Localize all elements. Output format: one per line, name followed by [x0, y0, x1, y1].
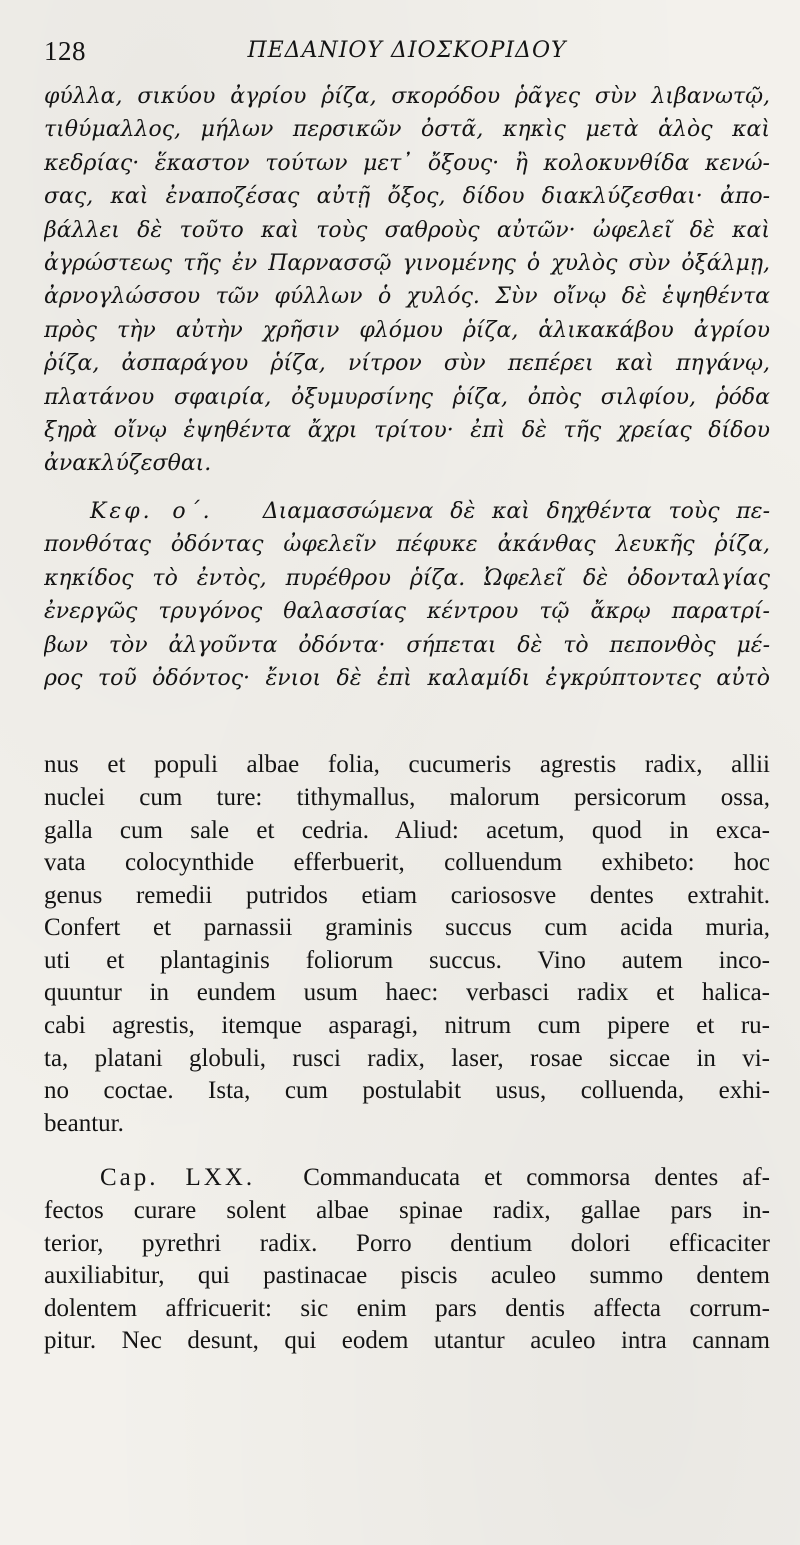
greek-line: σας, καὶ ἐναποζέσας αὐτῇ ὄξος, δίδου διακλύζεσθαι· ἀπο- — [44, 184, 770, 210]
greek-line: βάλλει δὲ τοῦτο καὶ τοὺς σαθροὺς αὐτῶν· ὠφελεῖ δὲ καὶ — [44, 217, 770, 243]
greek-line: ἀρνογλώσσου τῶν φύλλων ὁ χυλός. Σὺν οἴνῳ δὲ ἑψηθέντα — [44, 284, 770, 310]
latin-chapter-label: Cap. LXX. — [100, 1164, 256, 1192]
latin-line: nuclei cum ture: tithymallus, malorum persicorum ossa, — [44, 783, 770, 811]
latin-line: auxiliabitur, qui pastinacae piscis aculeo summo dentem — [44, 1262, 770, 1290]
greek-line: ἀγρώστεως τῆς ἐν Παρνασσῷ γινομένης ὁ χυλὸς σὺν ὀξάλμῃ, — [44, 251, 770, 277]
greek-line: ἐνεργῶς τρυγόνος θαλασσίας κέντρου τῷ ἄκρῳ παρατρί- — [44, 599, 770, 625]
latin-paragraph — [44, 749, 770, 1140]
greek-chapter — [44, 495, 770, 695]
latin-line: fectos curare solent albae spinae radix, gallae pars in- — [44, 1197, 770, 1225]
page-number: 128 — [44, 36, 86, 66]
latin-line: no coctae. Ista, cum postulabit usus, colluenda, exhi- — [44, 1077, 770, 1105]
greek-chapter-first-line — [44, 495, 770, 528]
latin-line: genus remedii putridos etiam cariososve dentes extrahit. — [44, 881, 770, 909]
greek-line: κεδρίας· ἕκαστον τούτων μετ᾽ ὄξους· ἢ κολοκυνθίδα κενώ- — [44, 150, 770, 176]
greek-chapter-opening: Διαμασσώμενα δὲ καὶ δηχθέντα τοὺς πε- — [262, 498, 770, 524]
latin-line: beantur. — [44, 1109, 124, 1137]
greek-line: πλατάνου σφαιρία, ὀξυμυρσίνης ῥίζα, ὀπὸς σιλφίου, ῥόδα — [44, 384, 770, 410]
greek-line: ἀνακλύζεσθαι. — [44, 451, 212, 477]
greek-line: κηκίδος τὸ ἐντὸς, πυρέθρου ῥίζα. Ὠφελεῖ δὲ ὀδονταλγίας — [44, 565, 770, 591]
greek-line: ξηρὰ οἴνῳ ἑψηθέντα ἄχρι τρίτου· ἐπὶ δὲ τῆς χρείας δίδου — [44, 418, 770, 444]
latin-text — [44, 749, 770, 1358]
latin-line: quuntur in eundem usum haec: verbasci radix et halica- — [44, 979, 770, 1007]
greek-line: τιθύμαλλος, μήλων περσικῶν ὀστᾶ, κηκὶς μετὰ ἁλὸς καὶ — [44, 117, 770, 143]
latin-line: pitur. Nec desunt, qui eodem utantur aculeo intra cannam — [44, 1327, 770, 1355]
greek-text — [44, 80, 770, 695]
latin-line: terior, pyrethri radix. Porro dentium dolori efficaciter — [44, 1229, 770, 1257]
latin-line: vata colocynthide efferbuerit, colluendum exhibeto: hoc — [44, 849, 770, 877]
running-title: ΠΕΔΑΝΙΟΥ ΔΙΟΣΚΟΡΙΔΟΥ — [247, 38, 567, 63]
greek-line: ρος τοῦ ὀδόντος· ἔνιοι δὲ ἐπὶ καλαμίδι ἐγκρύπτοντες αὐτὸ — [44, 665, 770, 691]
latin-line: cabi agrestis, itemque asparagi, nitrum cum pipere et ru- — [44, 1012, 770, 1040]
latin-line: ta, platani globuli, rusci radix, laser, rosae siccae in vi- — [44, 1044, 770, 1072]
latin-line: galla cum sale et cedria. Aliud: acetum, quod in exca- — [44, 816, 770, 844]
greek-line: πονθότας ὀδόντας ὠφελεῖν πέφυκε ἀκάνθας λευκῆς ῥίζα, — [44, 532, 770, 558]
latin-chapter-first-line — [44, 1162, 770, 1195]
latin-line: dolentem affricuerit: sic enim pars dentis affecta corrum- — [44, 1294, 770, 1322]
greek-chapter-label: Κεφ. ο΄. — [90, 498, 213, 524]
latin-chapter — [44, 1162, 770, 1358]
greek-line: βων τὸν ἀλγοῦντα ὀδόντα· σήπεται δὲ τὸ πεπονθὸς μέ- — [44, 632, 770, 658]
greek-line: φύλλα, σικύου ἀγρίου ῥίζα, σκορόδου ῥᾶγες σὺν λιβανωτῷ, — [44, 84, 770, 109]
latin-line: nus et populi albae folia, cucumeris agrestis radix, allii — [44, 751, 770, 779]
latin-chapter-opening: Commanducata et commorsa dentes af- — [303, 1164, 770, 1192]
greek-line: ῥίζα, ἀσπαράγου ῥίζα, νίτρον σὺν πεπέρει καὶ πηγάνῳ, — [44, 351, 770, 377]
latin-line: Confert et parnassii graminis succus cum acida muria, — [44, 914, 770, 942]
section-gap — [44, 695, 770, 749]
greek-paragraph — [44, 80, 770, 481]
greek-line: πρὸς τὴν αὐτὴν χρῆσιν φλόμου ῥίζα, ἁλικακάβου ἀγρίου — [44, 317, 770, 343]
latin-line: uti et plantaginis foliorum succus. Vino autem inco- — [44, 946, 770, 974]
running-head — [44, 30, 770, 74]
